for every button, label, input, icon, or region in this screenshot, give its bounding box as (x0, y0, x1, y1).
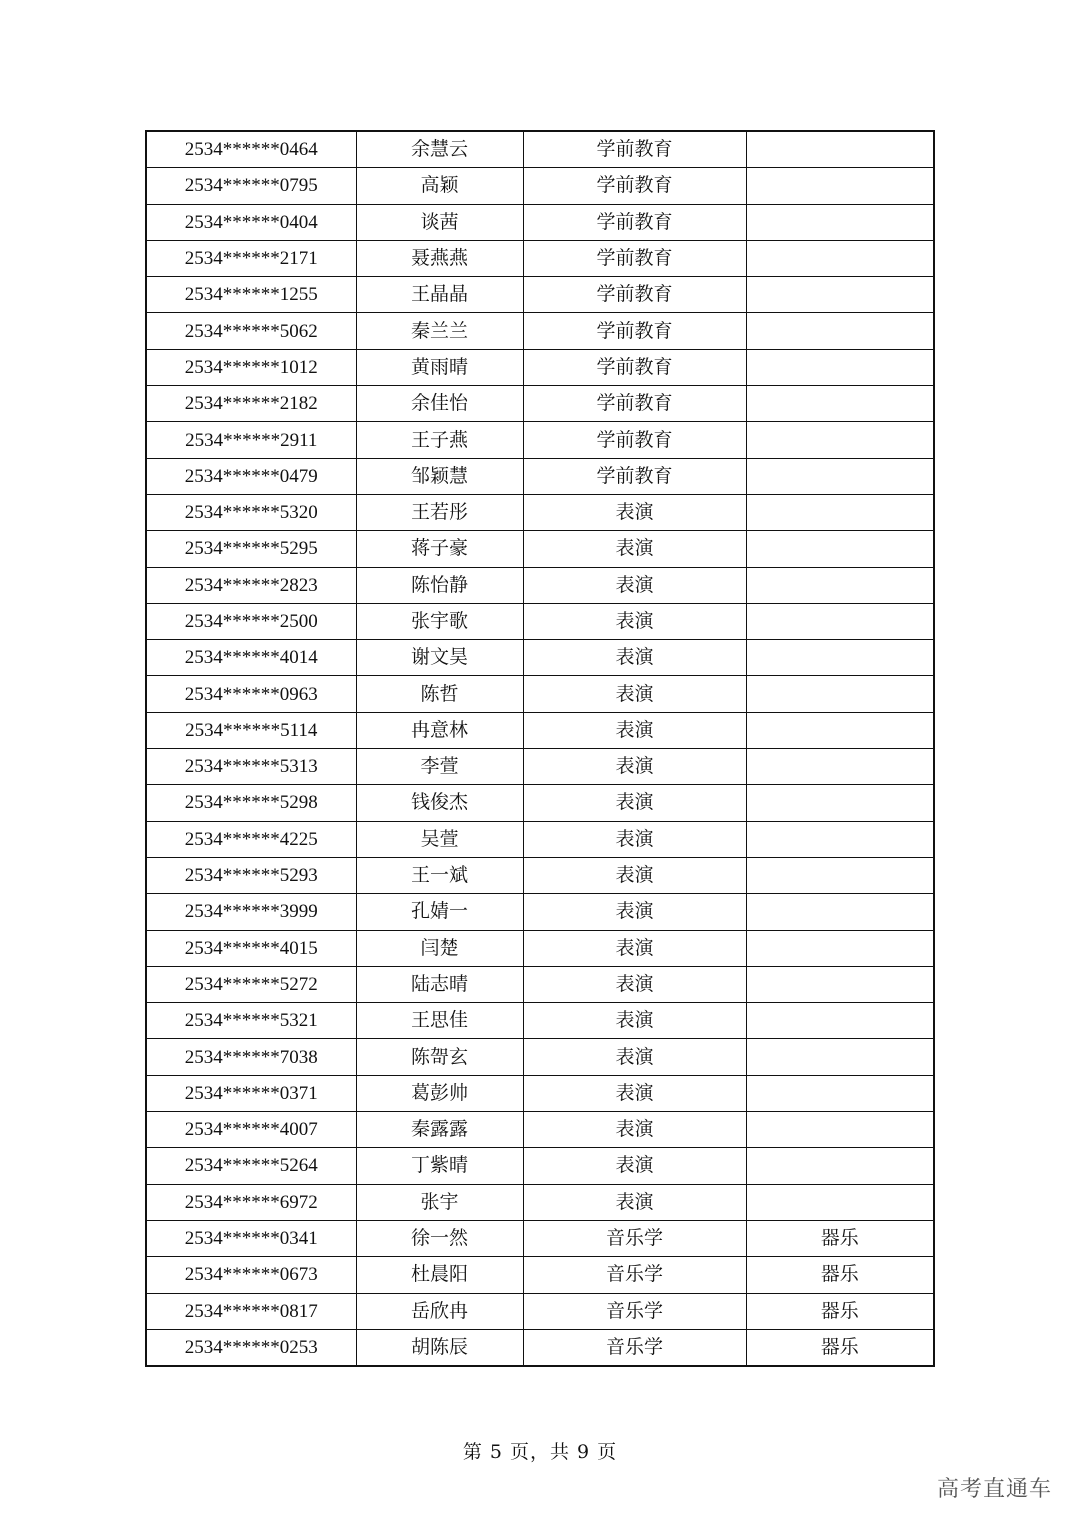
candidate-name-cell: 余佳怡 (356, 386, 523, 422)
candidate-id-cell: 2534******1012 (146, 349, 356, 385)
candidate-name-cell: 王若彤 (356, 494, 523, 530)
major-cell: 表演 (523, 966, 746, 1002)
major-cell: 表演 (523, 494, 746, 530)
candidate-id-cell: 2534******0404 (146, 204, 356, 240)
major-cell: 表演 (523, 1148, 746, 1184)
candidate-name-cell: 岳欣冉 (356, 1293, 523, 1329)
candidate-id-cell: 2534******0963 (146, 676, 356, 712)
candidate-name-cell: 聂燕燕 (356, 240, 523, 276)
direction-cell: 器乐 (746, 1257, 934, 1293)
major-cell: 表演 (523, 894, 746, 930)
candidate-id-cell: 2534******0673 (146, 1257, 356, 1293)
roster-table (145, 130, 935, 1367)
table-row (146, 313, 934, 349)
direction-cell (746, 603, 934, 639)
major-cell: 表演 (523, 1003, 746, 1039)
major-cell: 表演 (523, 821, 746, 857)
major-cell: 音乐学 (523, 1257, 746, 1293)
major-cell: 学前教育 (523, 458, 746, 494)
candidate-id-cell: 2534******5313 (146, 749, 356, 785)
direction-cell (746, 1184, 934, 1220)
major-cell: 表演 (523, 676, 746, 712)
direction-cell (746, 349, 934, 385)
candidate-id-cell: 2534******5293 (146, 857, 356, 893)
major-cell: 音乐学 (523, 1329, 746, 1366)
candidate-name-cell: 徐一然 (356, 1220, 523, 1256)
direction-cell (746, 1003, 934, 1039)
watermark-logo-text: 高考直通车 (936, 1477, 1052, 1502)
table-row (146, 930, 934, 966)
candidate-name-cell: 冉意林 (356, 712, 523, 748)
major-cell: 学前教育 (523, 204, 746, 240)
candidate-name-cell: 高颖 (356, 168, 523, 204)
table-row (146, 603, 934, 639)
table-row (146, 277, 934, 313)
table-row (146, 821, 934, 857)
direction-cell (746, 1148, 934, 1184)
direction-cell (746, 458, 934, 494)
major-cell: 学前教育 (523, 422, 746, 458)
candidate-id-cell: 2534******5295 (146, 531, 356, 567)
table-row (146, 458, 934, 494)
table-row (146, 1257, 934, 1293)
candidate-name-cell: 邹颖慧 (356, 458, 523, 494)
candidate-name-cell: 谈茜 (356, 204, 523, 240)
table-row (146, 131, 934, 168)
major-cell: 表演 (523, 1075, 746, 1111)
candidate-name-cell: 陈哿玄 (356, 1039, 523, 1075)
candidate-name-cell: 谢文昊 (356, 640, 523, 676)
direction-cell (746, 386, 934, 422)
table-row (146, 494, 934, 530)
direction-cell (746, 313, 934, 349)
table-row (146, 1112, 934, 1148)
direction-cell (746, 168, 934, 204)
candidate-id-cell: 2534******7038 (146, 1039, 356, 1075)
candidate-id-cell: 2534******0253 (146, 1329, 356, 1366)
candidate-id-cell: 2534******5114 (146, 712, 356, 748)
major-cell: 学前教育 (523, 277, 746, 313)
table-row (146, 749, 934, 785)
candidate-id-cell: 2534******0795 (146, 168, 356, 204)
candidate-id-cell: 2534******4014 (146, 640, 356, 676)
table-row (146, 1184, 934, 1220)
direction-cell (746, 640, 934, 676)
direction-cell (746, 1075, 934, 1111)
direction-cell (746, 676, 934, 712)
major-cell: 表演 (523, 930, 746, 966)
major-cell: 学前教育 (523, 240, 746, 276)
direction-cell (746, 204, 934, 240)
major-cell: 表演 (523, 567, 746, 603)
table-row (146, 349, 934, 385)
table-row (146, 531, 934, 567)
roster-body (146, 131, 934, 1366)
major-cell: 表演 (523, 640, 746, 676)
candidate-name-cell: 钱俊杰 (356, 785, 523, 821)
direction-cell (746, 277, 934, 313)
candidate-id-cell: 2534******0464 (146, 131, 356, 168)
table-row (146, 240, 934, 276)
candidate-id-cell: 2534******5298 (146, 785, 356, 821)
candidate-name-cell: 张宇歌 (356, 603, 523, 639)
direction-cell: 器乐 (746, 1329, 934, 1366)
candidate-id-cell: 2534******4007 (146, 1112, 356, 1148)
candidate-id-cell: 2534******2500 (146, 603, 356, 639)
candidate-id-cell: 2534******1255 (146, 277, 356, 313)
candidate-name-cell: 王一斌 (356, 857, 523, 893)
candidate-id-cell: 2534******5320 (146, 494, 356, 530)
table-row (146, 785, 934, 821)
major-cell: 表演 (523, 1112, 746, 1148)
candidate-id-cell: 2534******4225 (146, 821, 356, 857)
candidate-id-cell: 2534******2182 (146, 386, 356, 422)
candidate-id-cell: 2534******0341 (146, 1220, 356, 1256)
table-row (146, 204, 934, 240)
direction-cell (746, 857, 934, 893)
major-cell: 表演 (523, 531, 746, 567)
candidate-id-cell: 2534******5264 (146, 1148, 356, 1184)
direction-cell: 器乐 (746, 1220, 934, 1256)
candidate-name-cell: 余慧云 (356, 131, 523, 168)
candidate-id-cell: 2534******6972 (146, 1184, 356, 1220)
candidate-name-cell: 杜晨阳 (356, 1257, 523, 1293)
table-row (146, 567, 934, 603)
major-cell: 学前教育 (523, 313, 746, 349)
direction-cell (746, 240, 934, 276)
candidate-id-cell: 2534******5321 (146, 1003, 356, 1039)
table-row (146, 966, 934, 1002)
direction-cell (746, 531, 934, 567)
direction-cell (746, 821, 934, 857)
table-row (146, 1329, 934, 1366)
candidate-name-cell: 丁紫晴 (356, 1148, 523, 1184)
major-cell: 表演 (523, 785, 746, 821)
major-cell: 学前教育 (523, 168, 746, 204)
major-cell: 表演 (523, 1039, 746, 1075)
candidate-id-cell: 2534******0817 (146, 1293, 356, 1329)
candidate-name-cell: 孔婧一 (356, 894, 523, 930)
major-cell: 学前教育 (523, 131, 746, 168)
major-cell: 学前教育 (523, 349, 746, 385)
candidate-id-cell: 2534******0371 (146, 1075, 356, 1111)
candidate-name-cell: 王晶晶 (356, 277, 523, 313)
major-cell: 表演 (523, 603, 746, 639)
candidate-id-cell: 2534******2171 (146, 240, 356, 276)
candidate-name-cell: 陈哲 (356, 676, 523, 712)
major-cell: 表演 (523, 749, 746, 785)
page-number: 第 5 页，共 9 页 (462, 1441, 618, 1463)
table-row (146, 676, 934, 712)
table-row (146, 640, 934, 676)
major-cell: 音乐学 (523, 1220, 746, 1256)
candidate-name-cell: 李萱 (356, 749, 523, 785)
direction-cell (746, 131, 934, 168)
table-row (146, 1148, 934, 1184)
table-row (146, 1039, 934, 1075)
candidate-id-cell: 2534******2823 (146, 567, 356, 603)
direction-cell (746, 494, 934, 530)
candidate-id-cell: 2534******4015 (146, 930, 356, 966)
table-row (146, 894, 934, 930)
candidate-name-cell: 张宇 (356, 1184, 523, 1220)
candidate-name-cell: 陈怡静 (356, 567, 523, 603)
direction-cell (746, 785, 934, 821)
candidate-name-cell: 黄雨晴 (356, 349, 523, 385)
major-cell: 表演 (523, 712, 746, 748)
candidate-name-cell: 葛彭帅 (356, 1075, 523, 1111)
major-cell: 学前教育 (523, 386, 746, 422)
candidate-name-cell: 陆志晴 (356, 966, 523, 1002)
candidate-name-cell: 闫楚 (356, 930, 523, 966)
direction-cell (746, 712, 934, 748)
candidate-id-cell: 2534******5272 (146, 966, 356, 1002)
candidate-name-cell: 秦兰兰 (356, 313, 523, 349)
direction-cell (746, 1039, 934, 1075)
direction-cell: 器乐 (746, 1293, 934, 1329)
table-row (146, 712, 934, 748)
candidate-id-cell: 2534******2911 (146, 422, 356, 458)
table-row (146, 422, 934, 458)
direction-cell (746, 749, 934, 785)
candidate-name-cell: 胡陈辰 (356, 1329, 523, 1366)
direction-cell (746, 422, 934, 458)
direction-cell (746, 930, 934, 966)
table-row (146, 168, 934, 204)
direction-cell (746, 966, 934, 1002)
direction-cell (746, 1112, 934, 1148)
major-cell: 音乐学 (523, 1293, 746, 1329)
candidate-name-cell: 吴萱 (356, 821, 523, 857)
candidate-id-cell: 2534******5062 (146, 313, 356, 349)
table-row (146, 1293, 934, 1329)
candidate-name-cell: 蒋子豪 (356, 531, 523, 567)
major-cell: 表演 (523, 1184, 746, 1220)
candidate-name-cell: 王子燕 (356, 422, 523, 458)
table-row (146, 1220, 934, 1256)
table-row (146, 386, 934, 422)
candidate-name-cell: 秦露露 (356, 1112, 523, 1148)
candidate-id-cell: 2534******3999 (146, 894, 356, 930)
candidate-name-cell: 王思佳 (356, 1003, 523, 1039)
table-row (146, 1075, 934, 1111)
table-row (146, 857, 934, 893)
candidate-id-cell: 2534******0479 (146, 458, 356, 494)
direction-cell (746, 894, 934, 930)
major-cell: 表演 (523, 857, 746, 893)
table-row (146, 1003, 934, 1039)
direction-cell (746, 567, 934, 603)
